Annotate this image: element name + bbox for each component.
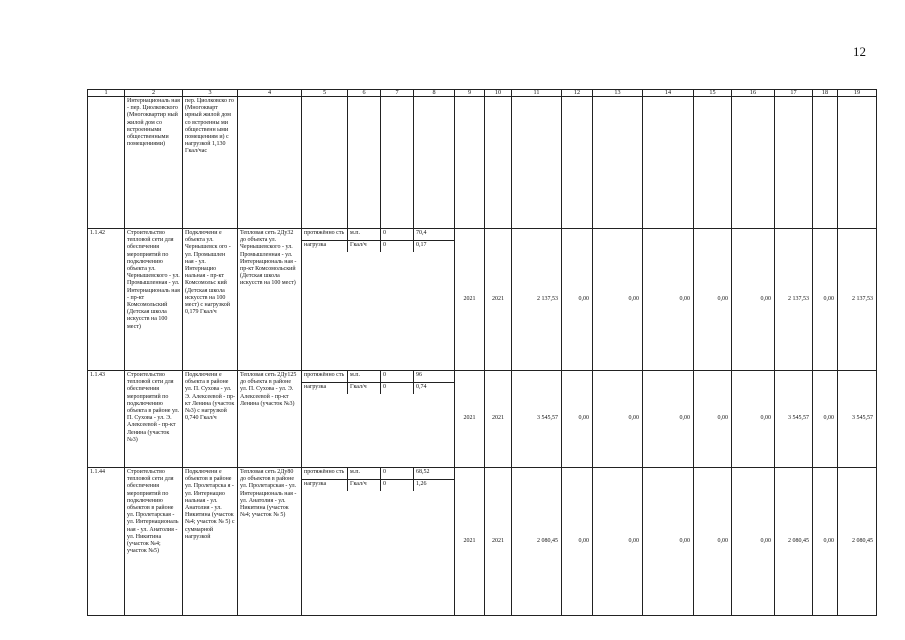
header-cell: 4 — [238, 90, 302, 97]
header-cell: 11 — [512, 90, 562, 97]
header-cell: 17 — [775, 90, 813, 97]
param-before: 0 — [381, 229, 414, 241]
cell-id — [88, 97, 125, 229]
cell-id: 1.1.44 — [88, 468, 125, 616]
header-cell: 18 — [813, 90, 838, 97]
param-label: протяжённо сть — [302, 371, 348, 383]
cell-value: 2 080,45 — [838, 468, 877, 616]
cell-start-year: 2021 — [455, 371, 485, 468]
param-label: нагрузка — [302, 480, 348, 491]
cell-value: 2 080,45 — [512, 468, 562, 616]
cell-value: 0,00 — [562, 371, 593, 468]
param-unit: м.п. — [348, 229, 381, 241]
header-cell: 13 — [593, 90, 643, 97]
header-cell: 9 — [455, 90, 485, 97]
param-before: 0 — [381, 383, 414, 394]
header-cell: 7 — [381, 90, 414, 97]
cell-network: Тепловая сеть 2Ду32 до объекта ул. Чернышевского - ул. Промышленная - ул. Интернациональ ная - пр-кт Комсомольский (Детская школа искусств на 100 мест) — [238, 229, 302, 371]
cell-value: 2 137,53 — [775, 229, 813, 371]
cell-value: 2 137,53 — [838, 229, 877, 371]
param-after: 1,26 — [416, 481, 427, 487]
cell-value: 0,00 — [813, 468, 838, 616]
cell-value: 0,00 — [732, 371, 775, 468]
cell-value: 0,00 — [643, 468, 694, 616]
cell-value: 0,00 — [593, 468, 643, 616]
cell-value: 0,00 — [562, 229, 593, 371]
table-row — [88, 229, 877, 371]
header-cell: 15 — [694, 90, 732, 97]
cell-id: 1.1.42 — [88, 229, 125, 371]
header-cell: 16 — [732, 90, 775, 97]
header-cell: 12 — [562, 90, 593, 97]
cell-end-year: 2021 — [485, 229, 512, 371]
param-after: 0,17 — [416, 242, 427, 248]
cell-network: Тепловая сеть 2Ду80 до объектов в районе ул. Пролетарская - ул. Интернациональ ная - ул. Анатолия - ул. Никитина (участок №4; участок № 5) — [238, 468, 302, 616]
cell-connection: пер. Циолковско го (Многокварт ирный жилой дом со встроенны ми общественн ыми помещениям и) с нагрузкой 1,130 Гкал/час — [183, 97, 238, 229]
cell-value: 0,00 — [593, 229, 643, 371]
param-after: 96 — [414, 371, 454, 383]
table-row — [88, 371, 877, 468]
header-cell: 2 — [125, 90, 183, 97]
param-unit: Гкал/ч — [348, 241, 381, 252]
cell-value: 2 080,45 — [775, 468, 813, 616]
cell-value: 2 137,53 — [512, 229, 562, 371]
param-unit: м.п. — [348, 468, 381, 480]
cell-value: 0,00 — [643, 371, 694, 468]
param-label: нагрузка — [302, 383, 348, 394]
cell-value: 3 545,57 — [512, 371, 562, 468]
param-before: 0 — [381, 241, 414, 252]
cell-params — [302, 229, 455, 371]
cell-connection: Подключени е объекта в районе ул. П. Сухова - ул. Э. Алексеевой - пр-кт Ленина (участок №3) с нагрузкой 0,740 Гкал/ч — [183, 371, 238, 468]
cell-connection: Подключени е объектов в районе ул. Пролетарска я - ул. Интернацио нальная - ул. Анатолия - ул. Никитина (участок №4; участок № 5) с суммарной нагрузкой — [183, 468, 238, 616]
cell-value: 0,00 — [813, 371, 838, 468]
param-before: 0 — [381, 468, 414, 480]
cell-value: 0,00 — [562, 468, 593, 616]
page-number: 12 — [853, 44, 866, 59]
cell-value: 0,00 — [732, 229, 775, 371]
header-cell: 6 — [348, 90, 381, 97]
param-unit: м.п. — [348, 371, 381, 383]
cell-params — [302, 468, 455, 616]
param-label: нагрузка — [302, 241, 348, 252]
cell-name: Строительство тепловой сети для обеспечения мероприятий по подключению объекта ул. Чернышевского - ул. Промышленная - ул. Интернациональ ная - пр-кт Комсомольский (Детская школа искусств на 100 мест) — [125, 229, 183, 371]
cell-value: 0,00 — [694, 468, 732, 616]
cell-connection: Подключени е объекта ул. Чернышевск ого - ул. Промышлен ная - ул. Интернацио нальная - пр-кт Комсомольс кий (Детская школа искусств на 100 мест) с нагрузкой 0,179 Гкал/ч — [183, 229, 238, 371]
cell-end-year: 2021 — [485, 371, 512, 468]
param-after: 68,52 — [414, 468, 454, 480]
cell-network: Тепловая сеть 2Ду125 до объекта в районе ул. П. Сухова - ул. Э. Алексеевой - пр-кт Ленина (участок №3) — [238, 371, 302, 468]
param-label: протяжённо сть — [302, 229, 348, 241]
header-cell: 1 — [88, 90, 125, 97]
cell-name: Строительство тепловой сети для обеспечения мероприятий по подключению объектов в районе ул. Пролетарская - ул. Интернациональ ная - ул. Анатолия - ул. Никитина (участок №4; участок №5) — [125, 468, 183, 616]
cell-value: 0,00 — [694, 371, 732, 468]
cell-value: 0,00 — [732, 468, 775, 616]
continuation-row — [88, 97, 877, 229]
cell-end-year: 2021 — [485, 468, 512, 616]
cell-id: 1.1.43 — [88, 371, 125, 468]
cell-start-year: 2021 — [455, 468, 485, 616]
header-cell: 10 — [485, 90, 512, 97]
cell-value: 3 545,57 — [838, 371, 877, 468]
header-cell: 19 — [838, 90, 877, 97]
param-unit: Гкал/ч — [348, 480, 381, 491]
cell-value: 0,00 — [694, 229, 732, 371]
param-before: 0 — [381, 371, 414, 383]
cell-value: 0,00 — [593, 371, 643, 468]
header-row — [88, 90, 877, 97]
param-label: протяжённо сть — [302, 468, 348, 480]
cell-value: 0,00 — [813, 229, 838, 371]
header-cell: 14 — [643, 90, 694, 97]
cell-name: Интернациональ ная - пер. Циолковского (Многоквартир ный жилой дом со встроенными общественными помещениями) — [125, 97, 183, 229]
param-before: 0 — [381, 480, 414, 491]
header-cell: 3 — [183, 90, 238, 97]
cell-value: 0,00 — [643, 229, 694, 371]
header-cell: 8 — [414, 90, 455, 97]
param-unit: Гкал/ч — [348, 383, 381, 394]
param-after: 70,4 — [414, 229, 454, 241]
cell-name: Строительство тепловой сети для обеспечения мероприятий по подключению объекта в районе ул. П. Сухова - ул. Э. Алексеевой - пр-кт Ленина (участок №3) — [125, 371, 183, 468]
param-after: 0,74 — [416, 384, 427, 390]
investment-table — [87, 89, 877, 616]
cell-start-year: 2021 — [455, 229, 485, 371]
table-row — [88, 468, 877, 616]
header-cell: 5 — [302, 90, 348, 97]
cell-params — [302, 371, 455, 468]
cell-value: 3 545,57 — [775, 371, 813, 468]
